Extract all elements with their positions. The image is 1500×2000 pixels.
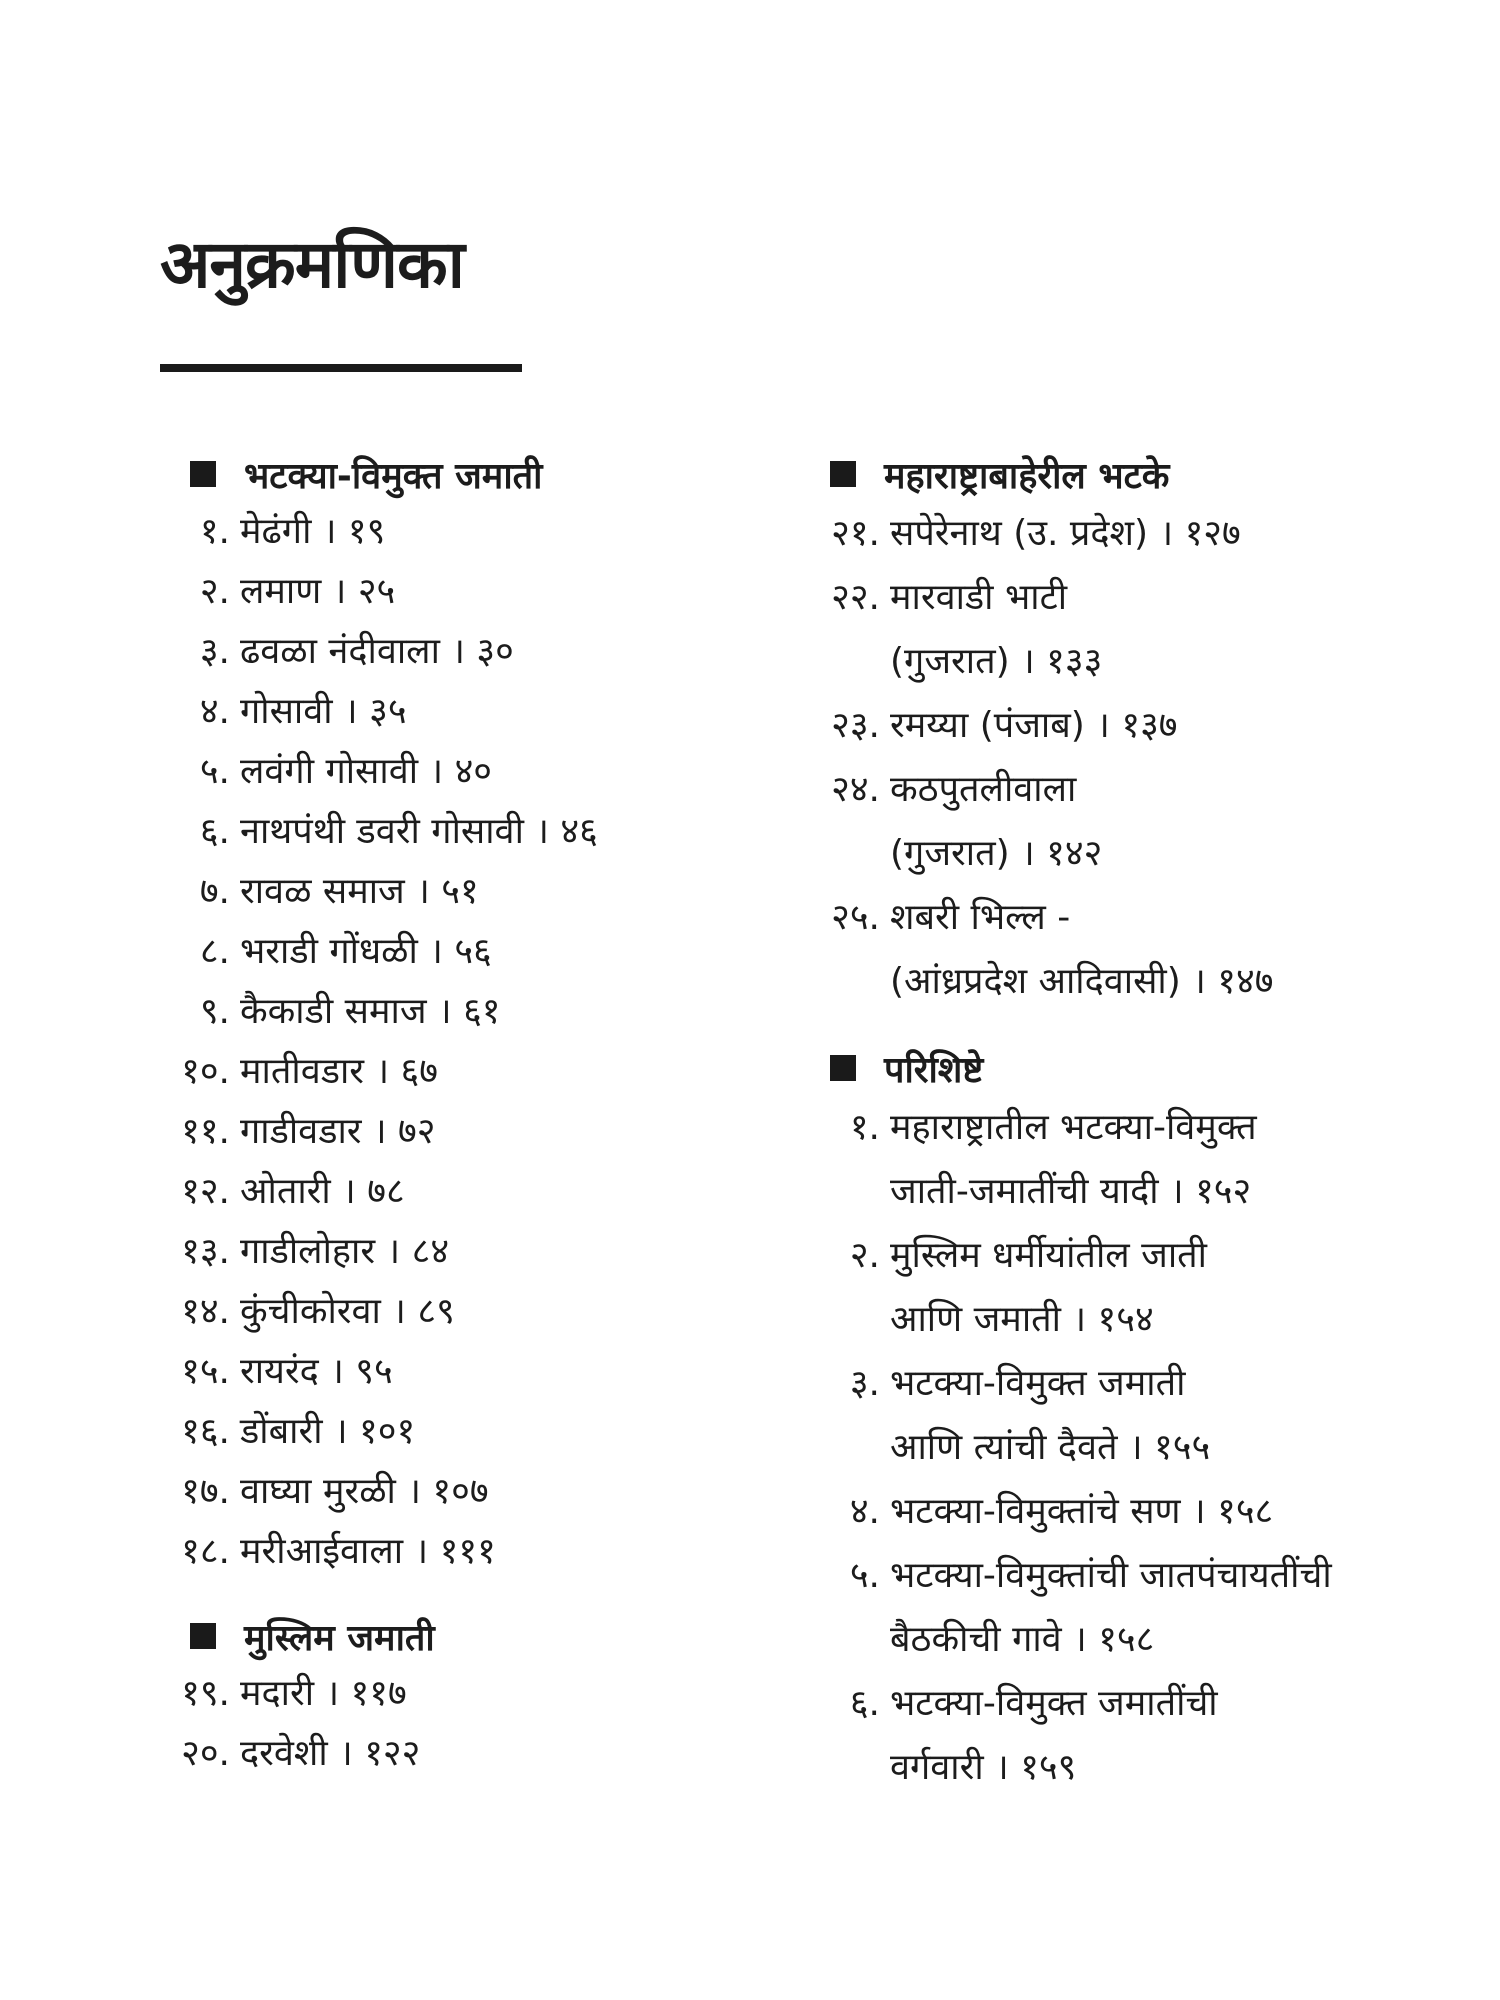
entry-number: ५. — [849, 1555, 880, 1596]
toc-entry — [150, 682, 790, 742]
entry-number: १. — [199, 511, 230, 552]
toc-entry — [150, 742, 790, 802]
square-bullet-icon — [190, 461, 216, 487]
section-heading — [190, 1608, 790, 1664]
entry-number: २१. — [831, 513, 880, 554]
entry-title: शबरी भिल्ल - — [890, 897, 1071, 938]
entry-number: २२. — [831, 577, 880, 618]
entry-title: कठपुतलीवाला — [890, 769, 1077, 810]
entry-number: २५. — [831, 897, 880, 938]
entry-number: १. — [849, 1107, 880, 1148]
title-underline — [160, 364, 522, 372]
entry-title-continued: (आंध्रप्रदेश आदिवासी) । १४७ — [890, 961, 1274, 1002]
entry-title: ढवळा नंदीवाला । ३० — [240, 631, 514, 672]
toc-entry — [150, 1402, 790, 1462]
square-bullet-icon — [190, 1623, 216, 1649]
entry-title: मातीवडार । ६७ — [240, 1051, 438, 1092]
entry-title: मेढंगी । १९ — [240, 511, 386, 552]
entry-title: डोंबारी । १०१ — [240, 1411, 416, 1452]
entry-number: ६. — [199, 811, 230, 852]
entry-title: रायरंद । ९५ — [240, 1351, 393, 1392]
toc-entry — [150, 1522, 790, 1582]
toc-entry — [150, 1462, 790, 1522]
section-muslim-tribes — [150, 1608, 790, 1784]
entry-number: ९. — [199, 991, 230, 1032]
entry-title-continued: वर्गवारी । १५९ — [890, 1747, 1077, 1788]
toc-entry — [150, 1664, 790, 1724]
right-column — [790, 446, 1490, 1826]
entry-number: १८. — [181, 1531, 230, 1572]
toc-entry — [150, 1282, 790, 1342]
entry-title: भटक्या-विमुक्तांचे सण । १५८ — [890, 1491, 1274, 1532]
entry-title: लमाण । २५ — [240, 571, 396, 612]
toc-entry — [790, 1352, 1490, 1480]
section-nomadic-tribes — [150, 446, 790, 1582]
square-bullet-icon — [830, 1055, 856, 1081]
entry-number: १०. — [181, 1051, 230, 1092]
entry-title: मरीआईवाला । १११ — [240, 1531, 496, 1572]
entry-title: रावळ समाज । ५१ — [240, 871, 479, 912]
section-heading — [190, 446, 790, 502]
entry-title: गाडीवडार । ७२ — [240, 1111, 436, 1152]
entry-title-continued: (गुजरात) । १३३ — [890, 641, 1103, 682]
section-heading — [830, 446, 1490, 502]
toc-entry — [790, 1096, 1490, 1224]
entry-number: २०. — [181, 1733, 230, 1774]
entry-title: कुंचीकोरवा । ८९ — [240, 1291, 455, 1332]
entry-title: नाथपंथी डवरी गोसावी । ४६ — [240, 811, 598, 852]
entry-title: मदारी । ११७ — [240, 1673, 407, 1714]
toc-entry — [150, 1222, 790, 1282]
entry-title-continued: आणि जमाती । १५४ — [890, 1299, 1154, 1340]
toc-entry — [790, 566, 1490, 694]
page-title: अनुक्रमणिका — [160, 226, 464, 303]
section-appendices — [790, 1040, 1490, 1800]
entry-title: भराडी गोंधळी । ५६ — [240, 931, 492, 972]
entry-title: भटक्या-विमुक्त जमातींची — [890, 1683, 1218, 1724]
entry-title: गोसावी । ३५ — [240, 691, 407, 732]
entry-title: रमय्या (पंजाब) । १३७ — [890, 705, 1178, 746]
toc-entry — [150, 1102, 790, 1162]
section-heading-text: मुस्लिम जमाती — [244, 1617, 435, 1659]
toc-entry — [150, 922, 790, 982]
toc-entry — [150, 1724, 790, 1784]
entry-title-continued: आणि त्यांची दैवते । १५५ — [890, 1427, 1211, 1468]
entry-title: सपेरेनाथ (उ. प्रदेश) । १२७ — [890, 513, 1241, 554]
entry-number: १३. — [181, 1231, 230, 1272]
entry-title: भटक्या-विमुक्तांची जातपंचायतींची — [890, 1555, 1332, 1596]
entry-number: १५. — [181, 1351, 230, 1392]
section-heading-text: भटक्या-विमुक्त जमाती — [244, 455, 543, 497]
entry-number: ४. — [199, 691, 230, 732]
toc-entry — [150, 1042, 790, 1102]
toc-entry — [150, 982, 790, 1042]
toc-entry — [150, 802, 790, 862]
toc-entry — [150, 622, 790, 682]
entry-title-continued: बैठकीची गावे । १५८ — [890, 1619, 1155, 1660]
toc-entry — [790, 1544, 1490, 1672]
entry-title: भटक्या-विमुक्त जमाती — [890, 1363, 1186, 1404]
entry-number: ७. — [199, 871, 230, 912]
toc-entry — [790, 694, 1490, 758]
entry-number: २. — [849, 1235, 880, 1276]
toc-entry — [790, 886, 1490, 1014]
section-heading — [830, 1040, 1490, 1096]
toc-entry — [790, 1224, 1490, 1352]
toc-entry — [150, 502, 790, 562]
entry-number: ३. — [849, 1363, 880, 1404]
entry-title: ओतारी । ७८ — [240, 1171, 405, 1212]
entry-title: कैकाडी समाज । ६१ — [240, 991, 501, 1032]
entry-title: महाराष्ट्रातील भटक्या-विमुक्त — [890, 1107, 1257, 1148]
entry-number: २३. — [831, 705, 880, 746]
toc-entry — [790, 502, 1490, 566]
left-column — [150, 446, 790, 1810]
entry-title: गाडीलोहार । ८४ — [240, 1231, 450, 1272]
entry-title: मुस्लिम धर्मीयांतील जाती — [890, 1235, 1208, 1276]
section-heading-text: महाराष्ट्राबाहेरील भटके — [884, 455, 1170, 497]
entry-title: वाघ्या मुरळी । १०७ — [240, 1471, 489, 1512]
entry-title: मारवाडी भाटी — [890, 577, 1068, 618]
entry-number: १६. — [181, 1411, 230, 1452]
entry-number: २. — [199, 571, 230, 612]
entry-number: १९. — [181, 1673, 230, 1714]
entry-number: १७. — [181, 1471, 230, 1512]
entry-title: दरवेशी । १२२ — [240, 1733, 421, 1774]
entry-number: २४. — [831, 769, 880, 810]
toc-entry — [150, 1162, 790, 1222]
entry-number: ३. — [199, 631, 230, 672]
entry-number: ११. — [181, 1111, 230, 1152]
square-bullet-icon — [830, 461, 856, 487]
toc-entry — [150, 1342, 790, 1402]
entry-title-continued: जाती-जमातींची यादी । १५२ — [890, 1171, 1252, 1212]
entry-number: ८. — [199, 931, 230, 972]
toc-entry — [790, 1480, 1490, 1544]
entry-title-continued: (गुजरात) । १४२ — [890, 833, 1103, 874]
toc-entry — [790, 758, 1490, 886]
section-heading-text: परिशिष्टे — [884, 1049, 984, 1091]
section-outside-maharashtra — [790, 446, 1490, 1014]
entry-number: ४. — [849, 1491, 880, 1532]
entry-number: ६. — [849, 1683, 880, 1724]
toc-entry — [790, 1672, 1490, 1800]
toc-entry — [150, 862, 790, 922]
toc-entry — [150, 562, 790, 622]
entry-number: ५. — [199, 751, 230, 792]
entry-number: १४. — [181, 1291, 230, 1332]
entry-number: १२. — [181, 1171, 230, 1212]
entry-title: लवंगी गोसावी । ४० — [240, 751, 493, 792]
